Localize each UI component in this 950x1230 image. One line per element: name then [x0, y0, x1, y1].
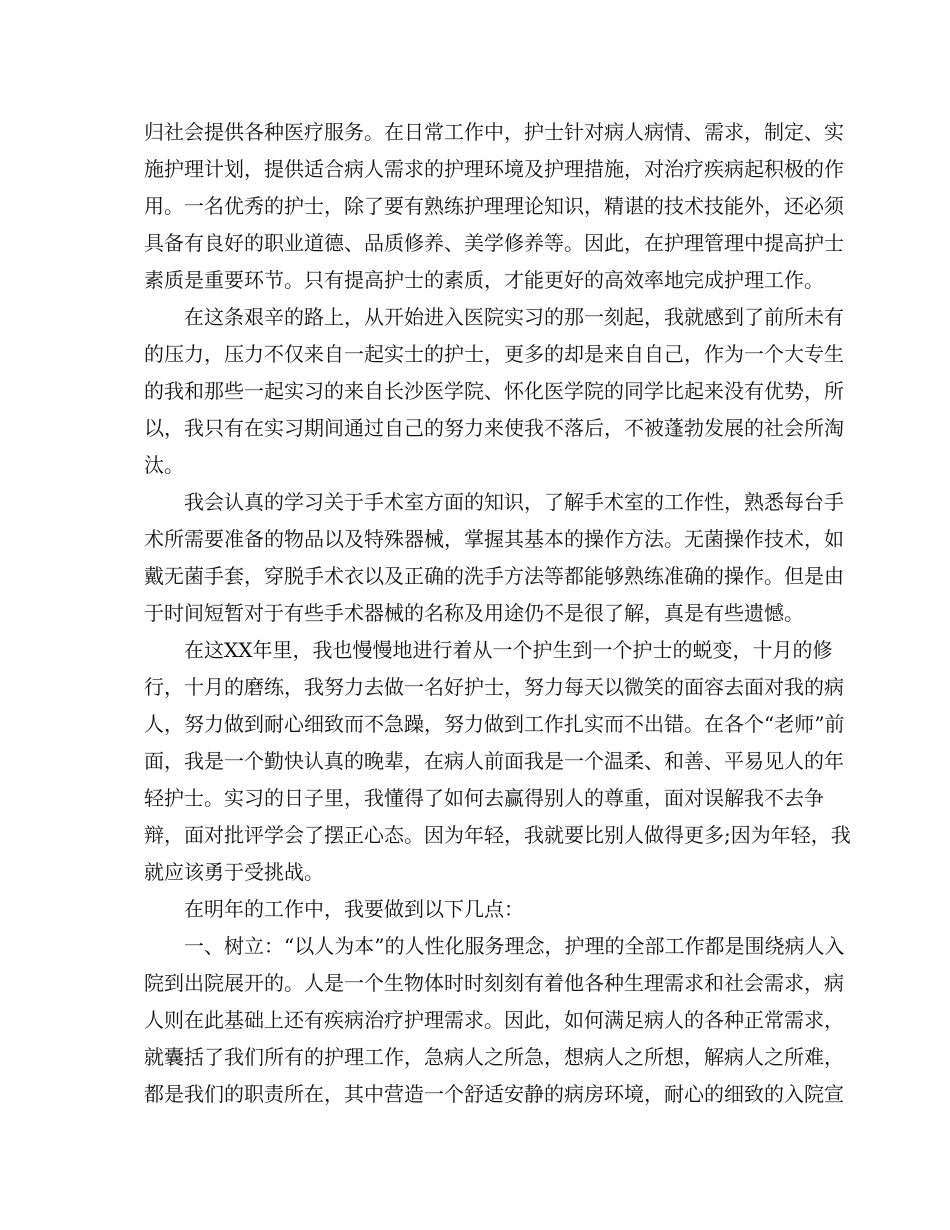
document-body: [144, 114, 851, 1113]
text-line: 于时间短暂对于有些手术器械的名称及用途仍不是很了解，真是有些遗憾。: [144, 601, 804, 625]
text-line: 人，努力做到耐心细致而不急躁，努力做到工作扎实而不出错。在各个“老师”前: [144, 712, 845, 736]
text-line: 行，十月的磨练，我努力去做一名好护士，努力每天以微笑的面容去面对我的病: [144, 675, 844, 699]
text-line: 术所需要准备的物品以及特殊器械，掌握其基本的操作方法。无菌操作技术，如: [144, 527, 844, 551]
paragraph-first-line: 我会认真的学习关于手术室方面的知识，了解手术室的工作性，熟悉每台手: [184, 490, 844, 514]
text-line: 的压力，压力不仅来自一起实士的护士，更多的却是来自自己，作为一个大专生: [144, 342, 844, 366]
text-line: 面，我是一个勤快认真的晚辈，在病人前面我是一个温柔、和善、平易见人的年: [144, 749, 844, 773]
paragraph-first-line: 在这条艰辛的路上，从开始进入医院实习的那一刻起，我就感到了前所未有: [184, 305, 844, 329]
text-line: 就囊括了我们所有的护理工作，急病人之所急，想病人之所想，解病人之所难，: [144, 1045, 844, 1069]
text-line: 就应该勇于受挑战。: [144, 860, 324, 884]
text-line: 轻护士。实习的日子里，我懂得了如何去赢得别人的尊重，面对误解我不去争: [144, 786, 824, 810]
paragraph-first-line: 在这XX年里，我也慢慢地进行着从一个护生到一个护士的蜕变，十月的修: [184, 638, 833, 662]
paragraph-first-line: 一、树立：“以人为本”的人性化服务理念，护理的全部工作都是围绕病人入: [184, 934, 845, 958]
text-line: 素质是重要环节。只有提高护士的素质，才能更好的高效率地完成护理工作。: [144, 268, 824, 292]
text-line: 施护理计划，提供适合病人需求的护理环境及护理措施，对治疗疾病起积极的作: [144, 157, 844, 181]
text-line: 归社会提供各种医疗服务。在日常工作中，护士针对病人病情、需求，制定、实: [144, 120, 844, 144]
text-line: 辩，面对批评学会了摆正心态。因为年轻，我就要比别人做得更多;因为年轻，我: [144, 823, 851, 847]
text-line: 汰。: [144, 453, 184, 477]
text-line: 以，我只有在实习期间通过自己的努力来使我不落后，不被蓬勃发展的社会所淘: [144, 416, 844, 440]
text-line: 人则在此基础上还有疾病治疗护理需求。因此，如何满足病人的各种正常需求，: [144, 1008, 844, 1032]
text-line: 用。一名优秀的护士，除了要有熟练护理理论知识，精谌的技术技能外，还必须: [144, 194, 844, 218]
text-line: 的我和那些一起实习的来自长沙医学院、怀化医学院的同学比起来没有优势，所: [144, 379, 844, 403]
paragraph-first-line: 在明年的工作中，我要做到以下几点：: [184, 897, 524, 921]
text-line: 都是我们的职责所在，其中营造一个舒适安静的病房环境，耐心的细致的入院宣: [144, 1082, 844, 1106]
text-line: 具备有良好的职业道德、品质修养、美学修养等。因此，在护理管理中提高护士: [144, 231, 844, 255]
text-line: 戴无菌手套，穿脱手术衣以及正确的洗手方法等都能够熟练准确的操作。但是由: [144, 564, 844, 588]
text-line: 院到出院展开的。人是一个生物体时时刻刻有着他各种生理需求和社会需求，病: [144, 971, 844, 995]
